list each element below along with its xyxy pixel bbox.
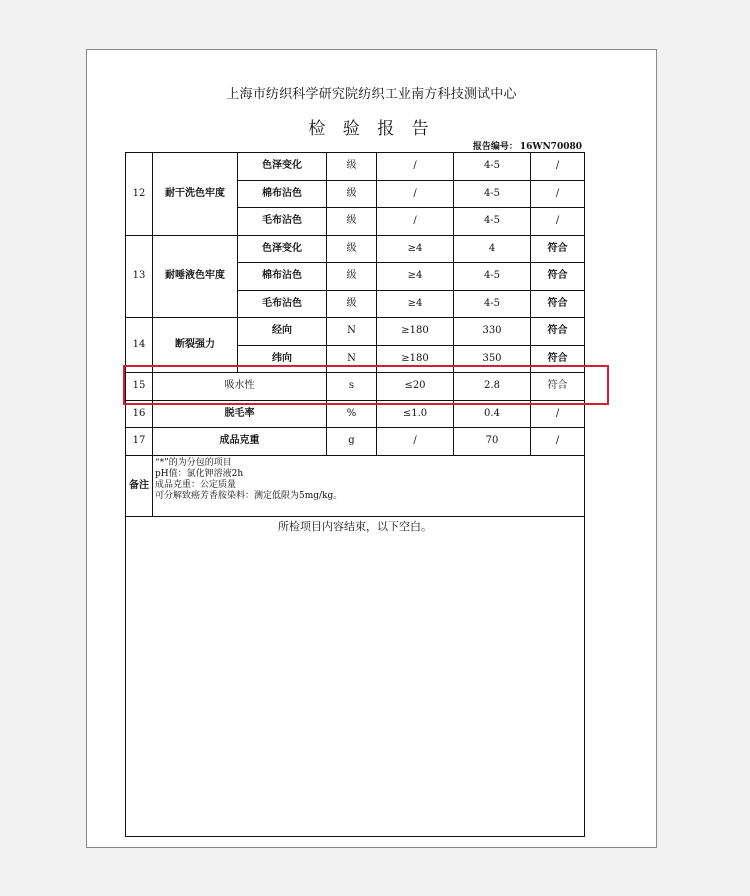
requirement-cell: / xyxy=(377,428,454,456)
result-cell: 4-5 xyxy=(454,208,531,236)
item-name: 脱毛率 xyxy=(153,400,327,428)
organization-name: 上海市纺织科学研究院纺织工业南方科技测试中心 xyxy=(226,87,517,102)
judgement-cell: / xyxy=(531,400,585,428)
unit-cell: g xyxy=(327,428,377,456)
table-row-highlighted xyxy=(126,373,585,401)
sub-item: 色泽变化 xyxy=(238,153,327,181)
result-cell: 70 xyxy=(454,428,531,456)
sub-item: 毛布沾色 xyxy=(238,208,327,236)
sub-item: 毛布沾色 xyxy=(238,290,327,318)
result-cell: 4-5 xyxy=(454,180,531,208)
table-row xyxy=(126,428,585,456)
requirement-cell: / xyxy=(377,180,454,208)
item-number: 15 xyxy=(126,373,153,401)
judgement-cell: / xyxy=(531,428,585,456)
table-row xyxy=(126,153,585,181)
requirement-cell: ≤20 xyxy=(377,373,454,401)
judgement-cell: / xyxy=(531,208,585,236)
requirement-cell: ≥4 xyxy=(377,290,454,318)
notes-row xyxy=(126,455,585,516)
end-of-content-text: 所检项目内容结束，以下空白。 xyxy=(126,516,585,837)
item-name: 耐干洗色牢度 xyxy=(153,153,238,236)
note-line: “*”的为分包的项目 xyxy=(155,457,232,468)
requirement-cell: / xyxy=(377,153,454,181)
result-cell: 4-5 xyxy=(454,290,531,318)
sub-item: 纬向 xyxy=(238,345,327,373)
unit-cell: 级 xyxy=(327,290,377,318)
notes-content xyxy=(153,455,585,516)
note-line: pH值：氯化钾溶液2h xyxy=(155,468,244,479)
judgement-cell: 符合 xyxy=(531,235,585,263)
blank-row xyxy=(126,516,585,837)
judgement-cell: 符合 xyxy=(531,373,585,401)
unit-cell: 级 xyxy=(327,263,377,291)
judgement-cell: 符合 xyxy=(531,263,585,291)
result-cell: 330 xyxy=(454,318,531,346)
item-number: 12 xyxy=(126,153,153,236)
note-line: 成品克重：公定质量 xyxy=(155,479,237,490)
unit-cell: s xyxy=(327,373,377,401)
unit-cell: 级 xyxy=(327,153,377,181)
judgement-cell: 符合 xyxy=(531,318,585,346)
inspection-table xyxy=(125,152,585,837)
unit-cell: 级 xyxy=(327,208,377,236)
result-cell: 4-5 xyxy=(454,153,531,181)
requirement-cell: ≥180 xyxy=(377,318,454,346)
unit-cell: N xyxy=(327,345,377,373)
sub-item: 棉布沾色 xyxy=(238,263,327,291)
requirement-cell: ≥4 xyxy=(377,235,454,263)
requirement-cell: ≥4 xyxy=(377,263,454,291)
note-line: 可分解致癌芳香胺染料：测定低限为5mg/kg。 xyxy=(155,490,343,501)
item-name: 吸水性 xyxy=(153,373,327,401)
unit-cell: % xyxy=(327,400,377,428)
result-cell: 4-5 xyxy=(454,263,531,291)
requirement-cell: ≤1.0 xyxy=(377,400,454,428)
result-cell: 0.4 xyxy=(454,400,531,428)
table-row xyxy=(126,235,585,263)
notes-label: 备注 xyxy=(126,455,153,516)
table-row xyxy=(126,318,585,346)
item-number: 13 xyxy=(126,235,153,318)
sub-item: 色泽变化 xyxy=(238,235,327,263)
sub-item: 经向 xyxy=(238,318,327,346)
item-name: 断裂强力 xyxy=(153,318,238,373)
item-number: 16 xyxy=(126,400,153,428)
judgement-cell: / xyxy=(531,180,585,208)
judgement-cell: / xyxy=(531,153,585,181)
requirement-cell: ≥180 xyxy=(377,345,454,373)
report-number-value: 16WN70080 xyxy=(519,142,582,152)
judgement-cell: 符合 xyxy=(531,345,585,373)
item-name: 成品克重 xyxy=(153,428,327,456)
report-title: 检 验 报 告 xyxy=(308,119,435,139)
unit-cell: N xyxy=(327,318,377,346)
result-cell: 350 xyxy=(454,345,531,373)
item-number: 14 xyxy=(126,318,153,373)
report-number xyxy=(473,139,582,152)
result-cell: 2.8 xyxy=(454,373,531,401)
judgement-cell: 符合 xyxy=(531,290,585,318)
report-number-label: 报告编号： xyxy=(472,142,518,152)
item-number: 17 xyxy=(126,428,153,456)
table-row xyxy=(126,400,585,428)
requirement-cell: / xyxy=(377,208,454,236)
item-name: 耐唾液色牢度 xyxy=(153,235,238,318)
result-cell: 4 xyxy=(454,235,531,263)
unit-cell: 级 xyxy=(327,235,377,263)
unit-cell: 级 xyxy=(327,180,377,208)
sub-item: 棉布沾色 xyxy=(238,180,327,208)
report-sheet xyxy=(86,49,657,848)
